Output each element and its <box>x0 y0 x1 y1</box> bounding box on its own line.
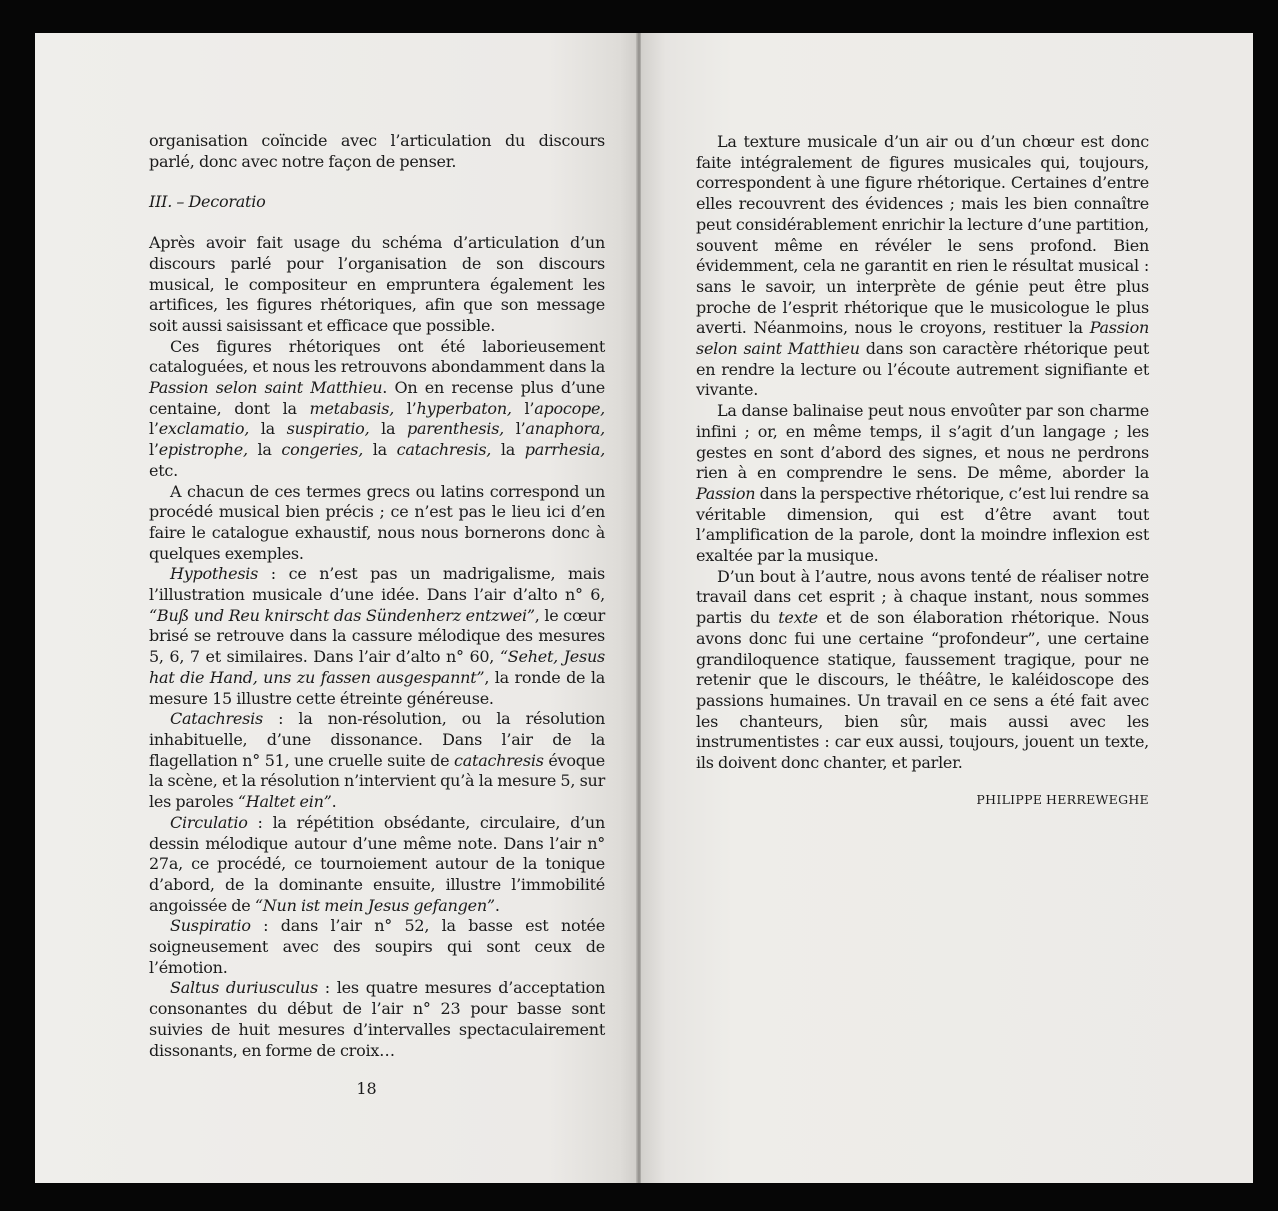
section-heading-decoratio: III. – Decoratio <box>149 192 266 212</box>
left-paragraph-3: A chacun de ces termes grecs ou latins correspond un procédé musical bien précis ; ce n’est pas le lieu ici d’en faire le catalogue exhaustif, nous nous bornerons donc à quelques exemples. <box>149 481 605 563</box>
right-page <box>641 33 1253 1183</box>
right-paragraph-1: La texture musicale d’un air ou d’un chœur est donc faite intégralement de figures musicales qui, toujours, correspondent à une figure rhétorique. Certaines d’entre elles recouvrent des évidences ; mais les bien connaître peut considérablement enrichir la lecture d’une partition, souvent même en révéler le sens profond. Bien évidemment, cela ne garantit en rien le résultat musical : sans le savoir, un interprète de génie peut être plus proche de l’esprit rhétorique que le musicologue le plus averti. Néanmoins, nous le croyons, restituer la Passion selon saint Matthieu dans son caractère rhétorique peut en rendre la lecture ou l’écoute autrement signifiante et vivante. <box>696 132 1150 400</box>
page-number: 18 <box>356 1079 377 1098</box>
left-page <box>35 33 638 1183</box>
left-paragraph-saltus: Saltus duriusculus : les quatre mesures d’acceptation consonantes du début de l’air n° 23 pour basse sont suivies de huit mesures d’intervalles spectaculairement dissonants, en forme de croix… <box>149 978 605 1060</box>
left-paragraph-hypothesis: Hypothesis : ce n’est pas un madrigalisme, mais l’illustration musicale d’une idée. Dans l’air d’alto n° 6, “Buß und Reu knirscht das Sündenherz entzwei”, le cœur brisé se retrouve dans la cassure mélodique des mesures 5, 6, 7 et similaires. Dans l’air d’alto n° 60, “Sehet, Jesus hat die Hand, uns zu fassen ausgespannt”, la ronde de la mesure 15 illustre cette étreinte généreuse. <box>149 564 606 708</box>
right-paragraph-2: La danse balinaise peut nous envoûter par son charme infini ; or, en même temps, il s’agit d’un langage ; les gestes en sont d’abord des signes, et nous ne perdrons rien à en comprendre le sens. De même, aborder la Passion dans la perspective rhétorique, c’est lui rendre sa véritable dimension, qui est d’être avant tout l’amplification de la parole, dont la moindre inflexion est exaltée par la musique. <box>696 401 1149 566</box>
right-paragraph-3: D’un bout à l’autre, nous avons tenté de réaliser notre travail dans cet esprit ; à chaque instant, nous sommes partis du texte et de son élaboration rhétorique. Nous avons donc fui une certaine “profondeur”, une certaine grandiloquence statique, faussement tragique, pour ne retenir que le discours, le théâtre, le kaléidoscope des passions humaines. Un travail en ce sens a été fait avec les chanteurs, bien sûr, mais aussi avec les instrumentistes : car eux aussi, toujours, jouent un texte, ils doivent donc chanter, et parler. <box>696 566 1149 773</box>
left-paragraph-suspiratio: Suspiratio : dans l’air n° 52, la basse est notée soigneusement avec des soupirs qui sont ceux de l’émotion. <box>149 916 605 977</box>
author-signature: PHILIPPE HERREWEGHE <box>976 791 1149 807</box>
left-paragraph-circulatio: Circulatio : la répétition obsédante, circulaire, d’un dessin mélodique autour d’une même note. Dans l’air n° 27a, ce procédé, ce tournoiement autour de la tonique d’abord, de la dominante ensuite, illustre l’immobilité angoissée de “Nun ist mein Jesus gefangen”. <box>149 812 605 915</box>
left-paragraph-intro: organisation coïncide avec l’articulation du discours parlé, donc avec notre façon de penser. <box>149 131 605 171</box>
left-text-column <box>149 131 605 1061</box>
left-paragraph-1: Après avoir fait usage du schéma d’articulation d’un discours parlé pour l’organisation de son discours musical, le compositeur en empruntera également les artifices, les figures rhétoriques, afin que son message soit aussi saisissant et efficace que possible. <box>149 233 605 335</box>
left-paragraph-catachresis: Catachresis : la non-résolution, ou la résolution inhabituelle, d’une dissonance. Dans l’air de la flagellation n° 51, une cruelle suite de catachresis évoque la scène, et la résolution n’intervient qu’à la mesure 5, sur les paroles “Haltet ein”. <box>149 709 605 812</box>
right-text-column <box>696 132 1149 811</box>
left-paragraph-2: Ces figures rhétoriques ont été laborieusement cataloguées, et nous les retrouvons abondamment dans la Passion selon saint Matthieu. On en recense plus d’une centaine, dont la metabasis, l’hyperbaton, l’apocope, l’exclamatio, la suspiratio, la parenthesis, l’anaphora, l’epistrophe, la congeries, la catachresis, la parrhesia, etc. <box>149 336 606 480</box>
